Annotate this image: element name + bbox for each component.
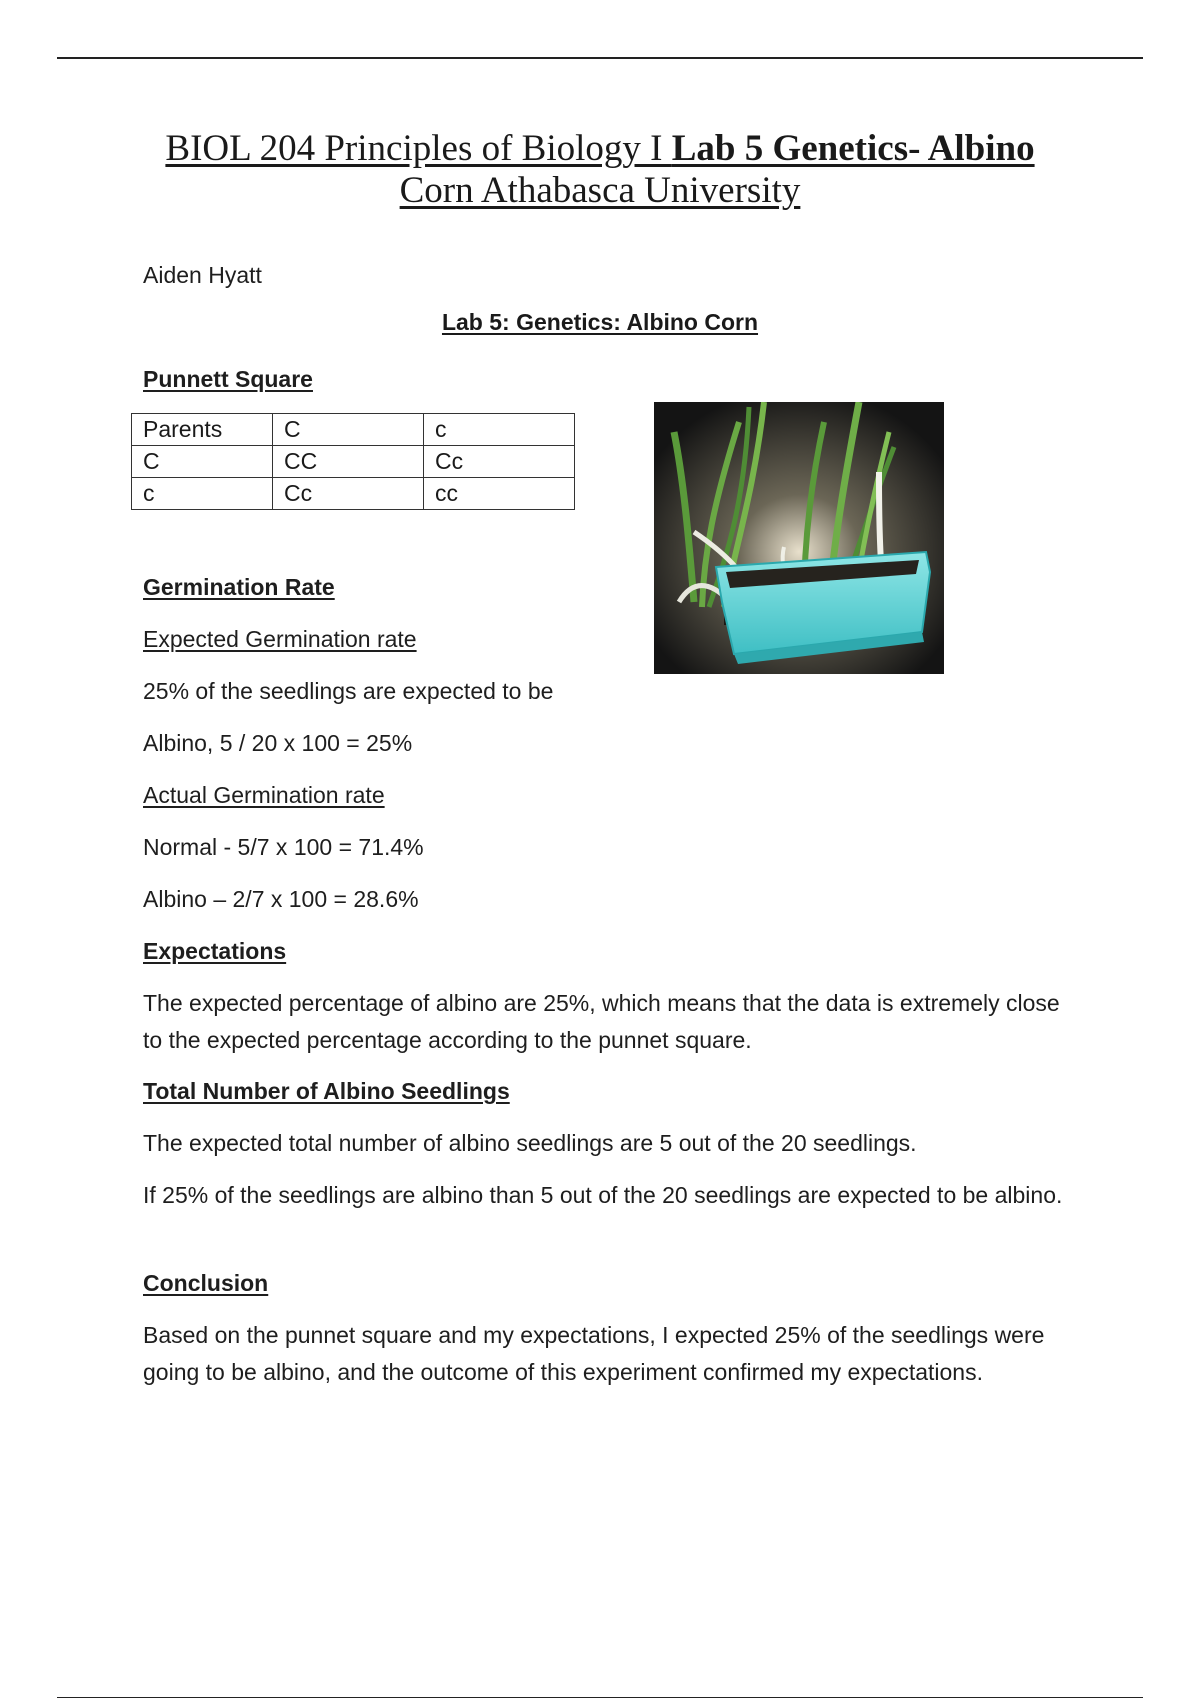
table-cell: cc — [424, 478, 575, 510]
albino-corn-photo — [654, 402, 944, 674]
table-cell: c — [424, 414, 575, 446]
conclusion-paragraph: Based on the punnet square and my expectations, I expected 25% of the seedlings were going to be albino, and the outcome of this experiment confirmed my expectations. — [143, 1322, 1045, 1385]
table-cell: C — [273, 414, 424, 446]
table-cell: CC — [273, 446, 424, 478]
table-row — [132, 414, 575, 446]
author-name: Aiden Hyatt — [143, 262, 262, 288]
punnett-square-table — [131, 413, 575, 510]
expected-germination-heading: Expected Germination rate — [143, 626, 417, 652]
table-row — [132, 446, 575, 478]
top-rule — [57, 57, 1143, 59]
document-title — [100, 128, 1100, 212]
total-albino-paragraph-2: If 25% of the seedlings are albino than 5 out of the 20 seedlings are expected to be albino. — [143, 1182, 1063, 1208]
expectations-paragraph: The expected percentage of albino are 25%, which means that the data is extremely close to the expected percentage according to the punnet square. — [143, 990, 1060, 1053]
expectations-heading: Expectations — [143, 938, 287, 964]
germination-heading: Germination Rate — [143, 574, 335, 600]
expected-line-1: 25% of the seedlings are expected to be — [143, 678, 554, 704]
table-row — [132, 478, 575, 510]
actual-line-normal: Normal - 5/7 x 100 = 71.4% — [143, 834, 424, 860]
lab-heading: Lab 5: Genetics: Albino Corn — [441, 309, 759, 335]
expected-line-2: Albino, 5 / 20 x 100 = 25% — [143, 730, 413, 756]
actual-line-albino: Albino – 2/7 x 100 = 28.6% — [143, 886, 419, 912]
table-cell: C — [132, 446, 273, 478]
bottom-rule — [57, 1697, 1143, 1698]
title-part-lab: Lab 5 Genetics- Albino — [671, 128, 1035, 169]
table-cell: Cc — [424, 446, 575, 478]
actual-germination-heading: Actual Germination rate — [143, 782, 385, 808]
table-cell: Cc — [273, 478, 424, 510]
total-albino-heading: Total Number of Albino Seedlings — [143, 1078, 510, 1104]
conclusion-heading: Conclusion — [143, 1270, 269, 1296]
total-albino-paragraph-1: The expected total number of albino seedlings are 5 out of the 20 seedlings. — [143, 1130, 917, 1156]
table-cell: Parents — [132, 414, 273, 446]
punnett-heading: Punnett Square — [143, 366, 313, 392]
title-part-course: BIOL 204 Principles of Biology I — [165, 128, 672, 169]
title-part-university: Corn Athabasca University — [399, 170, 801, 211]
table-cell: c — [132, 478, 273, 510]
